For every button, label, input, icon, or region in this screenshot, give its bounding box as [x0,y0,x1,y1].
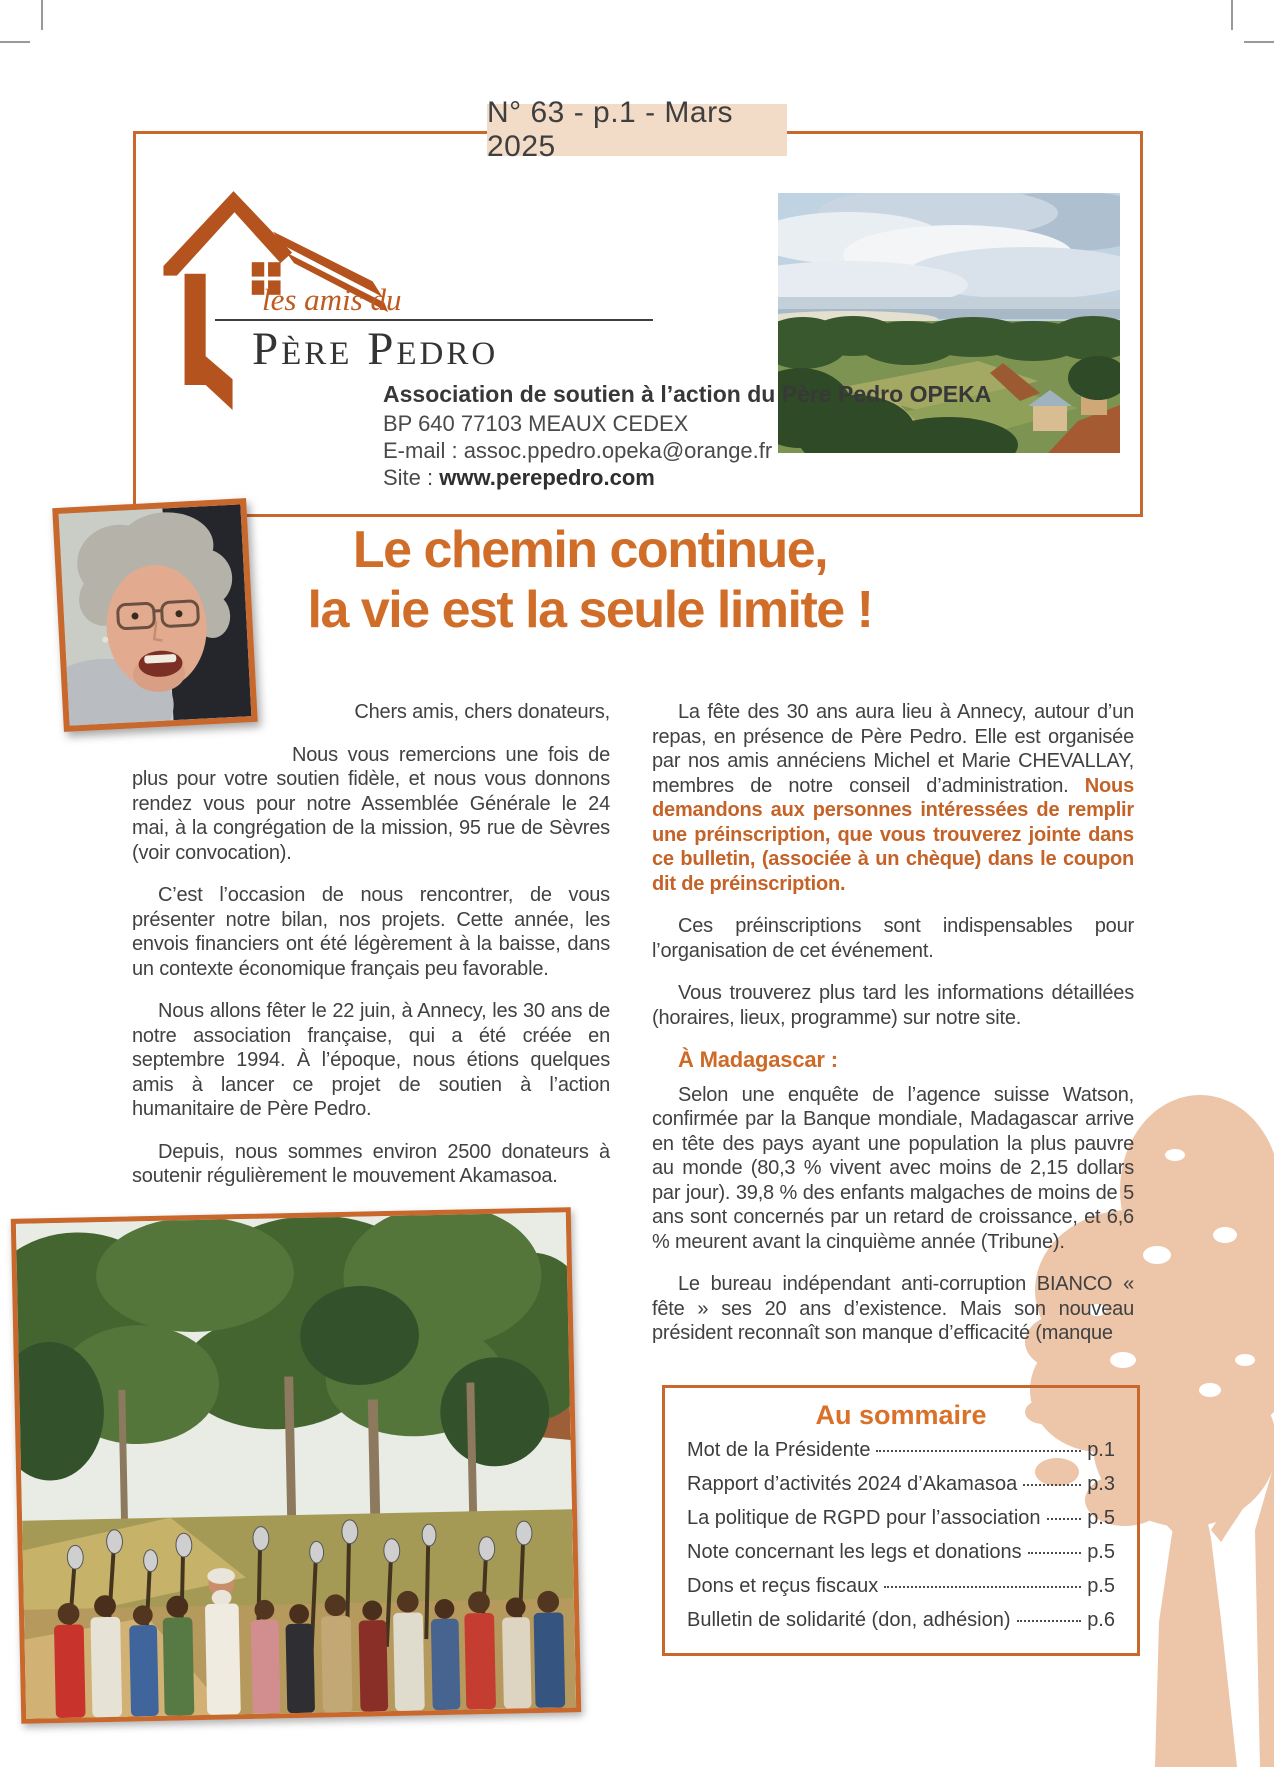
toc-item-page: p.5 [1087,1507,1115,1529]
article-headline [210,520,970,640]
toc-item[interactable] [687,1439,1115,1462]
toc-item-page: p.5 [1087,1575,1115,1597]
crop-mark-top-left-v [41,0,43,30]
toc-item-label: Rapport d’activités 2024 d’Akamasoa [687,1473,1018,1495]
sommaire-title: Au sommaire [815,1400,987,1430]
toc-leader-dots [1017,1620,1082,1622]
toc-item-label: Mot de la Présidente [687,1439,871,1461]
toc-item[interactable] [687,1609,1115,1632]
toc-item-label: La politique de RGPD pour l’association [687,1507,1041,1529]
toc-item-label: Note concernant les legs et donations [687,1541,1022,1563]
paragraph: Nous allons fêter le 22 juin, à Annecy, les 30 ans de notre association française, qui a été créée en septembre 1994. À l’époque, nous étions quelques amis à lancer ce projet de soutien à l’action humanitaire de Père Pedro. [132,1000,610,1120]
paragraph: Nous vous remercions une fois de plus pour votre soutien fidèle, et nous vous donnons rendez vous pour notre Assemblée Générale le 24 mai, à la congrégation de la mission, 95 rue de Sèvres (voir convocation). [132,743,610,864]
toc-item[interactable] [687,1507,1115,1530]
paragraph: Le bureau indépendant anti-corruption BIANCO « fête » ses 20 ans d’existence. Mais son nouveau président reconnaît son manque d’efficacité (manque [652,1273,1134,1344]
logo-brand-name: Père Pedro [252,323,499,375]
toc-leader-dots [1028,1552,1082,1554]
email-value: assoc.ppedro.opeka@orange.fr [463,438,773,463]
toc-leader-dots [884,1586,1081,1588]
paragraph: Selon une enquête de l’agence suisse Watson, confirmée par la Banque mondiale, Madagascar arrive en tête des pays ayant une population la plus pauvre au monde (80,3 % vivent avec moins de 2,15 dollars par jour). 39,8 % des enfants malgaches de moins de 5 ans sont concernés par un retard de croissance, et 6,6 % meurent avant la cinquième année (Tribune). [652,1083,1134,1253]
paragraph: Chers amis, chers donateurs, [354,701,610,723]
toc-leader-dots [1047,1518,1082,1520]
email-label: E-mail : [383,438,458,463]
toc-item-page: p.6 [1087,1609,1115,1631]
toc-item-page: p.3 [1087,1473,1115,1495]
site-url[interactable]: www.perepedro.com [439,465,655,490]
toc-leader-dots [876,1450,1081,1452]
paragraph: C’est l’occasion de nous rencontrer, de vous présenter notre bilan, nos projets. Cette année, les envois financiers ont été légèrement à la baisse, dans un contexte économique français peu favorable. [132,884,610,980]
sommaire-box [662,1385,1140,1656]
toc-item-page: p.5 [1087,1541,1115,1563]
sommaire-list [687,1439,1115,1632]
crop-mark-top-right-h [1244,41,1274,43]
section-heading: À Madagascar : [678,1047,838,1072]
crop-mark-top-left-h [0,41,30,43]
toc-item-label: Bulletin de solidarité (don, adhésion) [687,1609,1011,1631]
logo-rule [215,319,653,321]
toc-item[interactable] [687,1541,1115,1564]
issue-label: N° 63 - p.1 - Mars 2025 [487,104,787,156]
toc-item[interactable] [687,1473,1115,1496]
article-column-left [132,700,610,1207]
article-column-right [652,700,1134,1364]
toc-leader-dots [1023,1484,1081,1486]
association-line: Association de soutien à l’action du Père Pedro OPEKA [383,381,992,407]
president-photo [52,498,257,732]
headline-line2: la vie est la seule limite ! [307,581,873,639]
logo-tagline: les amis du [262,282,402,317]
toc-item[interactable] [687,1575,1115,1598]
paragraph: La fête des 30 ans aura lieu à Annecy, autour d’un repas, en présence de Père Pedro. Elle est organisée par nos amis annéciens Michel et Marie CHEVALLAY, membres de notre conseil d’administration. Nous demandons aux personnes intéressées de remplir une préinscription, que vous trouverez jointe dans ce bulletin, (associée à un chèque) dans le coupon dit de préinscription. [652,701,1134,895]
paragraph: Depuis, nous sommes environ 2500 donateurs à soutenir régulièrement le mouvement Akamasoa. [132,1140,610,1187]
paragraph: Vous trouverez plus tard les informations détaillées (horaires, lieux, programme) sur notre site. [652,982,1134,1029]
association-site-line [383,464,991,491]
site-label: Site : [383,465,434,490]
toc-item-label: Dons et reçus fiscaux [687,1575,879,1597]
toc-item-page: p.1 [1087,1439,1115,1461]
association-info [383,381,991,491]
headline-line1: Le chemin continue, [352,521,828,579]
association-email-line [383,437,991,464]
crop-mark-top-right-v [1231,0,1233,30]
group-photo [11,1207,581,1724]
paragraph: Ces préinscriptions sont indispensables pour l’organisation de cet événement. [652,915,1134,962]
association-address: BP 640 77103 MEAUX CEDEX [383,411,689,436]
